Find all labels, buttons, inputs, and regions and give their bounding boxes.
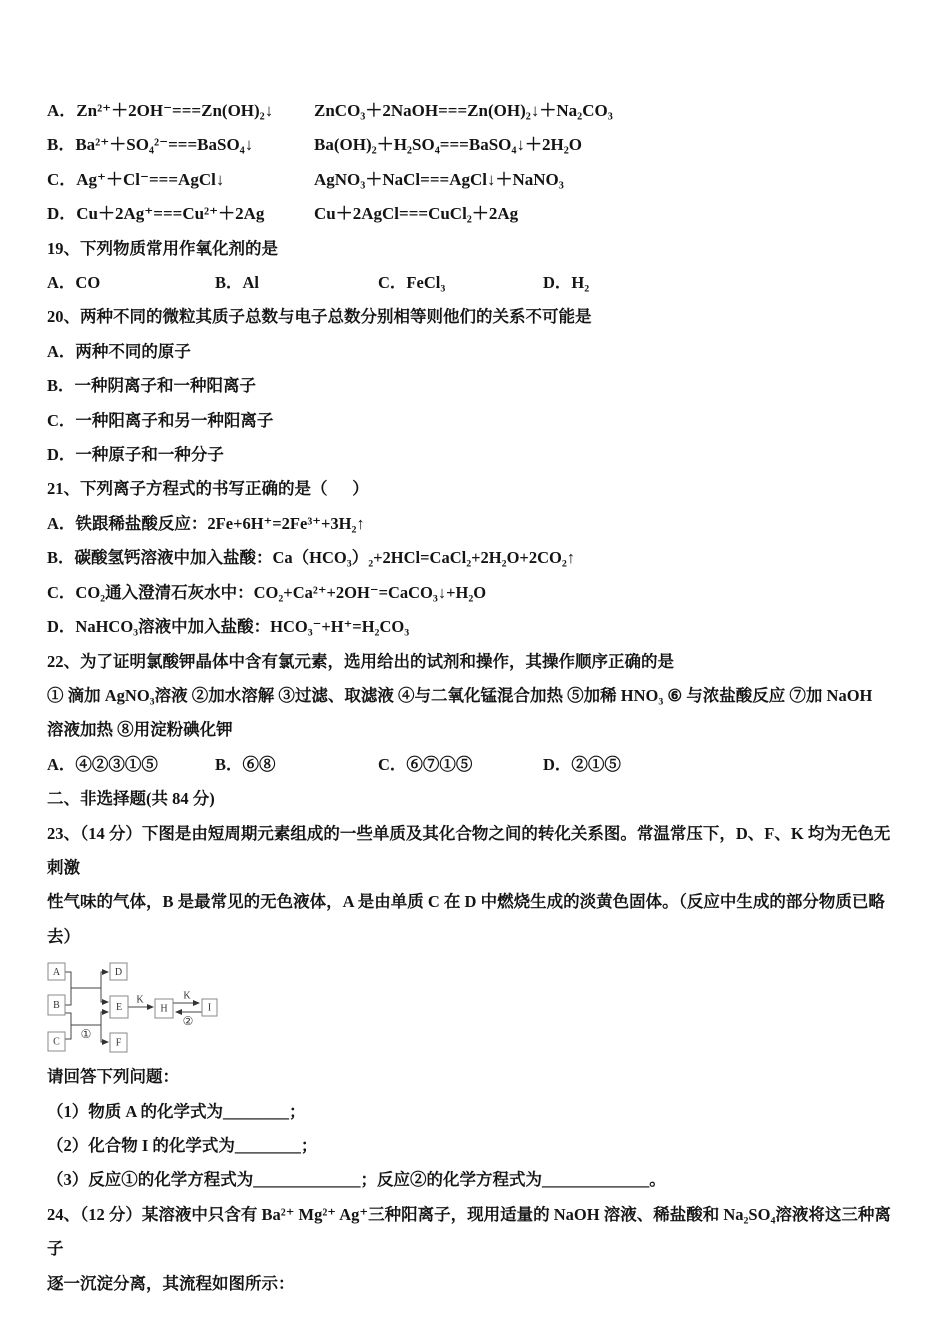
q18-option-c-eq1: C．Ag⁺＋Cl⁻===AgCl↓ bbox=[47, 169, 225, 189]
q22-option-b: B．⑥⑧ bbox=[215, 754, 276, 774]
q23-subquestion-2: （2）化合物 I 的化学式为________； bbox=[47, 1135, 318, 1155]
q19-option-c: C．FeCl₃ bbox=[378, 273, 446, 293]
q18-option-d-eq1: D．Cu＋2Ag⁺===Cu²⁺＋2Ag bbox=[47, 204, 265, 224]
exam-content bbox=[47, 94, 906, 1301]
question-23-stem-line1: 23、（14 分）下图是由短周期元素组成的一些单质及其化合物之间的转化关系图。常温常压下，D、F、K 均为无色无刺激 bbox=[47, 823, 891, 877]
q18-option-d-eq2: Cu＋2AgCl===CuCl₂＋2Ag bbox=[314, 204, 519, 224]
q18-option-b-eq1: B．Ba²⁺＋SO₄²⁻===BaSO₄↓ bbox=[47, 135, 254, 155]
diagram-label-c: C bbox=[53, 1036, 60, 1048]
diagram-label-h: H bbox=[160, 1003, 168, 1015]
arrow-to-e-lower bbox=[101, 1012, 108, 1025]
connector-ab bbox=[65, 972, 71, 1005]
q22-steps-line2: 溶液加热 ⑧用淀粉碘化钾 bbox=[47, 720, 233, 740]
q21-option-b: B．碳酸氢钙溶液中加入盐酸：Ca（HCO₃）₂+2HCl=CaCl₂+2H₂O+2CO₂↑ bbox=[47, 548, 576, 568]
q20-option-b: B．一种阴离子和一种阳离子 bbox=[47, 376, 257, 396]
q18-option-b bbox=[47, 128, 906, 162]
connector-bc bbox=[65, 1013, 71, 1039]
q23-diagram-container bbox=[47, 956, 906, 1056]
q23-answer-prompt: 请回答下列问题： bbox=[47, 1067, 179, 1087]
q23-subquestion-3: （3）反应①的化学方程式为_____________；反应②的化学方程式为_____________。 bbox=[47, 1170, 666, 1190]
question-21-stem: 21、下列离子方程式的书写正确的是（ ） bbox=[47, 479, 369, 499]
diagram-label-a: A bbox=[52, 967, 61, 979]
q18-option-c bbox=[47, 163, 906, 197]
question-23-stem-line3: 去） bbox=[47, 926, 80, 946]
question-24-stem-line1: 24、（12 分）某溶液中只含有 Ba²⁺ Mg²⁺ Ag⁺三种阳离子，现用适量的 NaOH 溶液、稀盐酸和 Na₂SO₄溶液将这三种离子 bbox=[47, 1204, 891, 1259]
arrow-to-e-upper bbox=[101, 988, 108, 1002]
q18-option-c-eq2: AgNO₃＋NaCl===AgCl↓＋NaNO₃ bbox=[314, 169, 564, 189]
diagram-label-b: B bbox=[53, 1000, 60, 1012]
q19-option-b: B．Al bbox=[215, 273, 260, 293]
question-22-options-row bbox=[47, 748, 906, 782]
q22-option-c: C．⑥⑦①⑤ bbox=[378, 754, 473, 774]
q18-option-b-eq2: Ba(OH)₂＋H₂SO₄===BaSO₄↓＋2H₂O bbox=[314, 135, 583, 155]
q21-option-d: D．NaHCO₃溶液中加入盐酸：HCO₃⁻+H⁺=H₂CO₃ bbox=[47, 617, 410, 637]
q18-option-a bbox=[47, 94, 906, 128]
question-24-stem-line2: 逐一沉淀分离，其流程如图所示： bbox=[47, 1273, 295, 1293]
question-19-stem: 19、下列物质常用作氧化剂的是 bbox=[47, 238, 278, 258]
question-19-options-row bbox=[47, 266, 906, 300]
q21-option-c: C．CO₂通入澄清石灰水中：CO₂+Ca²⁺+2OH⁻=CaCO₃↓+H₂O bbox=[47, 582, 487, 602]
q22-steps-line1: ① 滴加 AgNO₃溶液 ②加水溶解 ③过滤、取滤液 ④与二氧化锰混合加热 ⑤加稀 HNO₃ ⑥ 与浓盐酸反应 ⑦加 NaOH bbox=[47, 685, 873, 705]
question-20-stem: 20、两种不同的微粒其质子总数与电子总数分别相等则他们的关系不可能是 bbox=[47, 307, 592, 327]
q18-option-d bbox=[47, 197, 906, 231]
arrow-label-k-1: K bbox=[136, 994, 144, 1006]
q19-option-d: D．H₂ bbox=[543, 273, 590, 293]
q18-option-a-eq2: ZnCO₃＋2NaOH===Zn(OH)₂↓＋Na₂CO₃ bbox=[314, 101, 613, 120]
q18-option-a-eq1: A．Zn²⁺＋2OH⁻===Zn(OH)₂↓ bbox=[47, 101, 274, 120]
q22-option-d: D．②①⑤ bbox=[543, 754, 621, 774]
q20-option-c: C．一种阳离子和另一种阳离子 bbox=[47, 410, 274, 430]
reaction-1-label: ① bbox=[80, 1027, 92, 1042]
diagram-label-i: I bbox=[207, 1002, 212, 1014]
question-22-stem: 22、为了证明氯酸钾晶体中含有氯元素，选用给出的试剂和操作，其操作顺序正确的是 bbox=[47, 651, 674, 671]
q22-option-a: A．④②③①⑤ bbox=[47, 754, 158, 774]
reaction-2-label: ② bbox=[182, 1014, 194, 1029]
q23-subquestion-1: （1）物质 A 的化学式为________； bbox=[47, 1101, 306, 1121]
q20-option-a: A．两种不同的原子 bbox=[47, 341, 191, 361]
diagram-label-f: F bbox=[115, 1037, 122, 1049]
question-23-stem-line2: 性气味的气体，B 是最常见的无色液体，A 是由单质 C 在 D 中燃烧生成的淡黄色固体。（反应中生成的部分物质已略 bbox=[47, 892, 885, 912]
arrow-to-d bbox=[101, 972, 108, 988]
diagram-label-d: D bbox=[114, 967, 123, 979]
arrow-to-f bbox=[101, 1025, 108, 1042]
q21-option-a: A．铁跟稀盐酸反应：2Fe+6H⁺=2Fe³⁺+3H₂↑ bbox=[47, 513, 365, 533]
q20-option-d: D．一种原子和一种分子 bbox=[47, 445, 224, 465]
diagram-label-e: E bbox=[115, 1002, 123, 1014]
section-2-header: 二、非选择题(共 84 分) bbox=[47, 789, 215, 809]
q19-option-a: A．CO bbox=[47, 273, 101, 293]
transformation-diagram bbox=[47, 956, 277, 1056]
arrow-label-k-2: K bbox=[183, 990, 191, 1002]
